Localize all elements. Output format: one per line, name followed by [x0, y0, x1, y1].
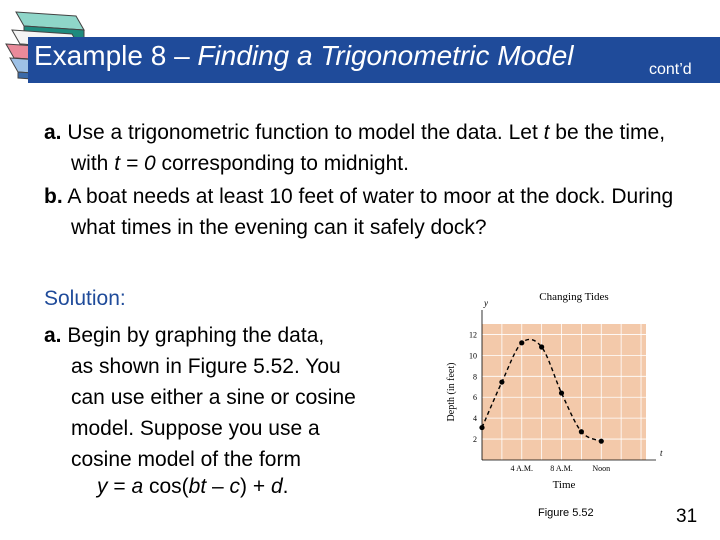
- formula-part: cos(: [143, 475, 189, 498]
- solution-a-label: a.: [44, 324, 62, 347]
- data-point: [479, 425, 484, 430]
- formula-part: =: [107, 475, 132, 498]
- slide-title: [34, 40, 574, 72]
- part-a-t-equals: t = 0: [114, 152, 156, 175]
- data-point: [499, 379, 504, 384]
- formula-part: ) +: [240, 475, 271, 498]
- formula-part: bt: [188, 475, 207, 498]
- data-point: [599, 439, 604, 444]
- formula-part: a: [131, 475, 144, 498]
- y-tick-label: 8: [473, 372, 477, 382]
- title-italic: Finding a Trigonometric Model: [197, 40, 574, 71]
- figure-caption: Figure 5.52: [538, 507, 594, 519]
- solution-line: [44, 320, 414, 351]
- y-tick-label: 12: [469, 330, 477, 340]
- formula-part: d: [270, 475, 283, 498]
- x-tick-label: 8 A.M.: [550, 464, 573, 473]
- y-axis-label: Depth (in feet): [446, 362, 457, 422]
- y-tick-label: 2: [473, 435, 477, 445]
- y-tick-label: 10: [469, 351, 477, 361]
- data-point: [559, 390, 564, 395]
- solution-line-3: model. Suppose you use a: [71, 417, 320, 440]
- formula-part: c: [229, 475, 241, 498]
- part-a-var-t: t: [543, 121, 550, 144]
- tide-chart: [440, 288, 670, 502]
- data-point: [539, 344, 544, 349]
- data-point: [579, 429, 584, 434]
- part-a-paragraph: [44, 117, 684, 179]
- formula-part: .: [282, 475, 289, 498]
- title-plain: Example 8 –: [34, 40, 198, 71]
- formula-part: –: [206, 475, 230, 498]
- formula-part: y: [97, 475, 108, 498]
- y-tick-label: 6: [473, 393, 477, 403]
- solution-line-2: can use either a sine or cosine: [71, 386, 356, 409]
- solution-line-1: as shown in Figure 5.52. You: [71, 355, 341, 378]
- part-a-text-1: Use a trigonometric function to model the data. Let: [61, 121, 544, 144]
- x-axis-variable: t: [660, 448, 663, 458]
- part-a-label: a.: [44, 121, 62, 144]
- chart-title: Changing Tides: [539, 291, 609, 303]
- part-b-text: A boat needs at least 10 feet of water to moor at the dock. During what times in the evening can it safely dock?: [62, 185, 674, 239]
- y-axis-variable: y: [484, 298, 488, 308]
- data-point: [519, 340, 524, 345]
- x-tick-label: 4 A.M.: [510, 464, 533, 473]
- y-tick-label: 4: [473, 414, 477, 424]
- cosine-model-formula: [97, 475, 288, 499]
- page-number: 31: [676, 506, 698, 527]
- solution-part-a: [44, 320, 414, 475]
- solution-label: Solution:: [44, 287, 126, 310]
- solution-line-0: Begin by graphing the data,: [61, 324, 325, 347]
- x-tick-label: Noon: [592, 464, 611, 473]
- part-a-text-3: corresponding to midnight.: [155, 152, 409, 175]
- x-axis-label: Time: [552, 479, 576, 491]
- part-b-label: b.: [44, 185, 63, 208]
- continued-label: cont’d: [649, 61, 692, 78]
- part-b-paragraph: [44, 181, 684, 243]
- part-a-text-2: be the time, with: [71, 121, 666, 175]
- solution-line-4: cosine model of the form: [71, 448, 301, 471]
